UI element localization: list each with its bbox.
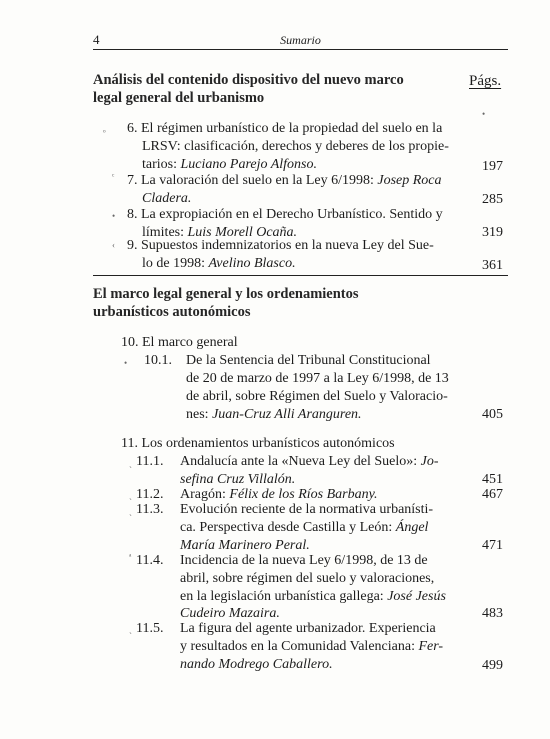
stray-mark: • <box>482 109 486 119</box>
toc-item-11-5-author: nando Modrego Caballero. <box>180 657 333 672</box>
toc-item-11-4-number: 11.4. <box>136 553 164 568</box>
toc-entry-7-line <box>127 172 442 190</box>
toc-item-11-3-author: Ángel <box>395 520 429 535</box>
margin-mark: ˏ <box>129 624 132 634</box>
toc-entry-8-author: Luis Morell Ocaña. <box>187 225 298 240</box>
toc-item-11-1-author: Jo- <box>420 454 439 469</box>
margin-mark: ˏ <box>129 506 132 516</box>
toc-entry-7-text: 7. La valoración del suelo en la Ley 6/1998: <box>127 173 378 188</box>
toc-item-10-1-author: Juan-Cruz Alli Aranguren. <box>212 407 362 422</box>
toc-item-11-1-page: 451 <box>482 472 503 487</box>
margin-mark: • <box>124 358 128 368</box>
toc-item-10-1-text: nes: <box>186 407 213 422</box>
toc-item-11-4-line: abril, sobre régimen del suelo y valoraciones, <box>180 571 435 586</box>
toc-item-11-3-author: María Marinero Peral. <box>180 538 310 553</box>
running-title: Sumario <box>280 33 321 47</box>
margin-mark: ‹ <box>112 240 115 250</box>
toc-item-11-5-text: y resultados en la Comunidad Valenciana: <box>180 639 419 654</box>
toc-item-11-2-author: Félix de los Ríos Barbany. <box>229 487 378 502</box>
page-header <box>93 31 508 50</box>
toc-group-11-title: 11. Los ordenamientos urbanísticos autonómicos <box>121 436 395 451</box>
toc-entry-6-author: Luciano Parejo Alfonso. <box>180 157 317 172</box>
toc-item-11-1-author: sefina Cruz Villalón. <box>180 472 296 487</box>
toc-entry-8-line: 8. La expropiación en el Derecho Urbanístico. Sentido y <box>127 207 443 222</box>
toc-item-11-5-page: 499 <box>482 658 503 673</box>
section-heading-line: legal general del urbanismo <box>93 90 265 106</box>
toc-entry-9-page: 361 <box>482 258 503 273</box>
toc-entry-6-line: 6. El régimen urbanístico de la propiedad del suelo en la <box>127 121 443 136</box>
margin-mark: ᶜ <box>112 171 115 181</box>
toc-item-10-1-page: 405 <box>482 407 503 422</box>
toc-item-11-4-line: Incidencia de la nueva Ley 6/1998, de 13 de <box>180 553 428 568</box>
toc-item-11-4-page: 483 <box>482 606 503 621</box>
toc-item-10-1-line <box>186 406 362 424</box>
margin-mark: ˏ <box>129 458 132 468</box>
toc-item-11-3-line: Evolución reciente de la normativa urbanísti- <box>180 502 434 517</box>
section-heading-line: Análisis del contenido dispositivo del nuevo marco <box>93 72 404 88</box>
toc-item-11-1-line <box>180 453 439 471</box>
toc-item-11-2-number: 11.2. <box>136 487 164 502</box>
toc-item-11-3-line <box>180 519 428 537</box>
toc-item-11-4-line <box>180 588 446 606</box>
section-heading-line: El marco legal general y los ordenamientos <box>93 286 359 302</box>
margin-mark: ˎ <box>129 490 132 500</box>
margin-mark: ᵒ <box>103 127 106 137</box>
toc-group-10-title: 10. El marco general <box>121 335 238 350</box>
section-heading-2 <box>93 285 359 321</box>
toc-item-11-4-author: José Jesús <box>387 589 446 604</box>
page-number: 4 <box>93 32 100 47</box>
toc-item-10-1-line: de 20 de marzo de 1997 a la Ley 6/1998, de 13 <box>186 371 449 386</box>
toc-entry-6-page: 197 <box>482 159 503 174</box>
toc-item-11-1-text: Andalucía ante la «Nueva Ley del Suelo»: <box>180 454 421 469</box>
toc-entry-9-line: 9. Supuestos indemnizatorios en la nueva Ley del Sue- <box>127 238 434 253</box>
toc-item-11-2-page: 467 <box>482 487 503 502</box>
toc-entry-9-author: Avelino Blasco. <box>208 256 296 271</box>
toc-entry-8-page: 319 <box>482 225 503 240</box>
section-heading-line: urbanísticos autonómicos <box>93 304 251 320</box>
toc-entry-7-author: Cladera. <box>142 191 192 206</box>
toc-item-11-4-author: Cudeiro Mazaira. <box>180 606 280 621</box>
section-divider <box>93 275 508 276</box>
toc-item-11-3-text: ca. Perspectiva desde Castilla y León: <box>180 520 396 535</box>
toc-entry-6-text: tarios: <box>142 157 181 172</box>
section-heading-1 <box>93 71 404 107</box>
toc-item-10-1-line: de abril, sobre Régimen del Suelo y Valoracio- <box>186 389 448 404</box>
toc-item-11-1-number: 11.1. <box>136 454 164 469</box>
toc-entry-9-text: lo de 1998: <box>142 256 209 271</box>
toc-item-11-3-number: 11.3. <box>136 502 164 517</box>
toc-entry-8-text: límites: <box>142 225 188 240</box>
toc-item-11-4-text: en la legislación urbanística gallega: <box>180 589 388 604</box>
margin-mark: • <box>112 211 116 221</box>
toc-item-11-5-number: 11.5. <box>136 621 164 636</box>
toc-item-11-3-page: 471 <box>482 538 503 553</box>
pages-column-label: Págs. <box>469 73 502 89</box>
toc-item-11-5-line <box>180 638 443 656</box>
margin-mark: ᵃ <box>129 551 132 561</box>
toc-entry-7-page: 285 <box>482 192 503 207</box>
toc-entry-7-author: Josep Roca <box>377 173 442 188</box>
toc-item-10-1-line: De la Sentencia del Tribunal Constitucional <box>186 353 431 368</box>
toc-item-11-2-text: Aragón: <box>180 487 230 502</box>
toc-item-11-5-author: Fer- <box>418 639 444 654</box>
toc-item-10-1-number: 10.1. <box>144 353 172 368</box>
toc-entry-6-line: LRSV: clasificación, derechos y deberes de los propie- <box>142 139 449 154</box>
toc-entry-9-line <box>142 255 296 273</box>
toc-item-11-5-line: La figura del agente urbanizador. Experiencia <box>180 621 436 636</box>
